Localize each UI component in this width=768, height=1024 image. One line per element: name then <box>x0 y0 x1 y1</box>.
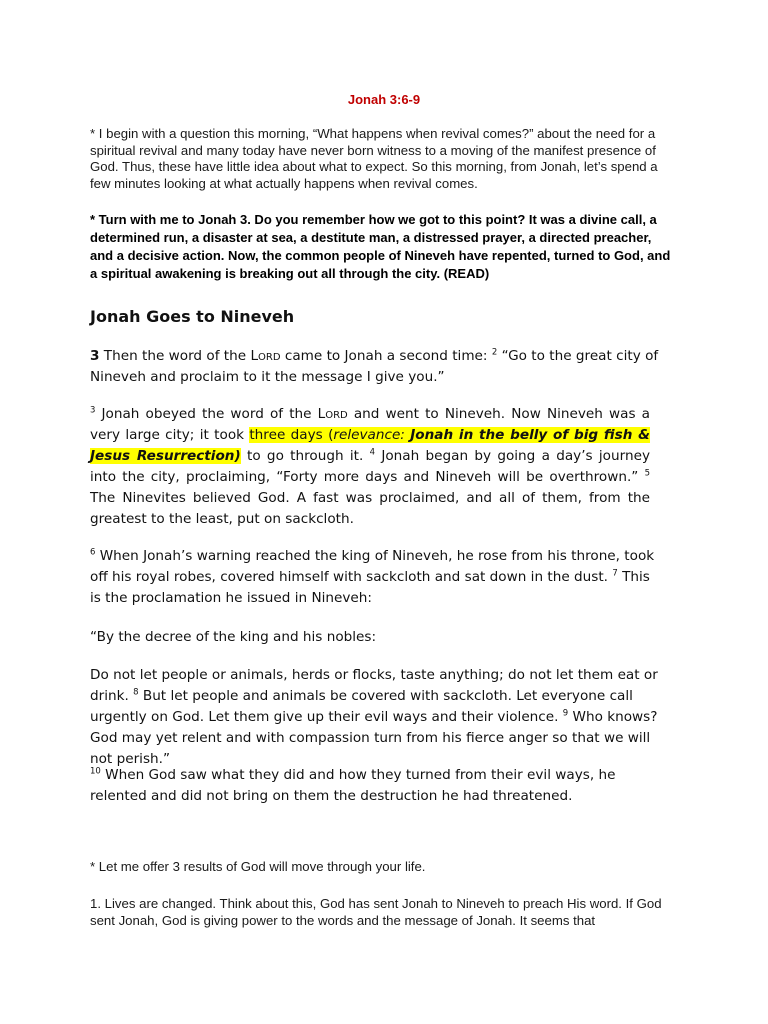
verse-text: Who knows? God may yet relent and with compassion turn from his fierce anger so that we will not perish.” <box>90 709 658 767</box>
verse-paragraph-5 <box>90 665 665 770</box>
verse-number: 8 <box>133 687 139 698</box>
verse-paragraph-2 <box>90 404 650 530</box>
verse-number: 9 <box>562 708 569 719</box>
closing-paragraph-2: 1. Lives are changed. Think about this, God has sent Jonah to Nineveh to preach His word. If God sent Jonah, God is giving power to the words and the message of Jonah. It seems that <box>90 896 662 928</box>
verse-text: Jonah began by going a day’s journey into the city, proclaiming, “Forty more days and Nineveh will be overthrown.” <box>90 448 650 485</box>
verse-text: to go through it. <box>240 448 370 464</box>
verse-number: 2 <box>491 347 498 358</box>
verse-text: Jonah obeyed the word of the <box>95 406 318 422</box>
verse-number: 10 <box>90 766 101 777</box>
verse-number: 5 <box>644 468 650 479</box>
verse-text: The Ninevites believed God. A fast was proclaimed, and all of them, from the greatest to the least, put on sackcloth. <box>90 490 650 527</box>
verse-number: 7 <box>612 568 618 579</box>
verse-text: But let people and animals be covered with sackcloth. Let everyone call urgently on God. Let them give up their evil ways and their violence. <box>90 688 633 725</box>
verse-paragraph-3 <box>90 546 665 609</box>
verse-paragraph-6 <box>90 765 665 807</box>
section-heading: Jonah Goes to Nineveh <box>90 307 295 326</box>
verse-text: “Go to the great city of Nineveh and proclaim to it the message I give you.” <box>90 348 659 385</box>
verse-text: Then the word of the <box>99 348 251 364</box>
turn-paragraph: * Turn with me to Jonah 3. Do you remember how we got to this point? It was a divine call, a determined run, a disaster at sea, a destitute man, a distressed prayer, a directed preacher, and a decisive action. Now, the common people of Nineveh have repented, turned to God, and a spiritual awakening is breaking out all through the city. (READ) <box>90 212 671 281</box>
verse-text: When God saw what they did and how they turned from their evil ways, he relented and did not bring on them the destruction he had threatened. <box>90 767 616 804</box>
lord-word: Lord <box>250 348 281 364</box>
verse-number-3: 3 <box>90 348 100 364</box>
intro-paragraph: * I begin with a question this morning, “What happens when revival comes?” about the need for a spiritual revival and many today have never born witness to a moving of the manifest presence of God. Thus, these have little idea about what to expect. So this morning, from Jonah, let’s spend a few minutes looking at what actually happens when revival comes. <box>90 126 658 191</box>
highlight-relevance-label: relevance: <box>333 427 411 443</box>
verse-number: 4 <box>369 447 376 458</box>
lord-word: Lord <box>317 406 348 422</box>
verse-text: came to Jonah a second time: <box>280 348 492 364</box>
highlight-three-days: three days <box>249 427 323 443</box>
decree-line: “By the decree of the king and his nobles: <box>90 629 377 645</box>
verse-text: and went to Nineveh. Now Nineveh was a very large city; it took <box>90 406 650 443</box>
highlight-paren: ( <box>322 427 334 443</box>
verse-paragraph-1 <box>90 346 660 388</box>
scripture-reference-title: Jonah 3:6-9 <box>347 92 421 107</box>
verse-text: When Jonah’s warning reached the king of Nineveh, he rose from his throne, took off his royal robes, covered himself with sackcloth and sat down in the dust. <box>90 548 655 585</box>
verse-text: Do not let people or animals, herds or flocks, taste anything; do not let them eat or drink. <box>90 667 658 704</box>
verse-text: This is the proclamation he issued in Nineveh: <box>90 569 650 606</box>
verse-number: 3 <box>90 405 96 416</box>
verse-number: 6 <box>90 547 96 558</box>
highlight-relevance-note: Jonah in the belly of big fish & Jesus Resurrection) <box>90 427 650 464</box>
closing-line-1: * Let me offer 3 results of God will move through your life. <box>90 859 426 874</box>
